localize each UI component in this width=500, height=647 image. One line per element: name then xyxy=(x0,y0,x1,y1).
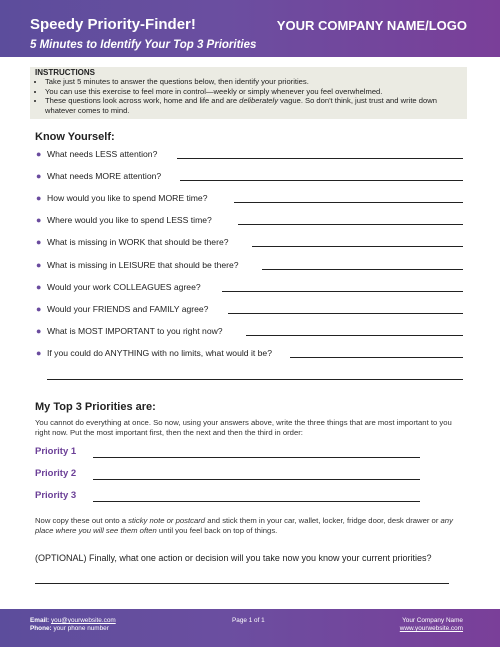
footer-contact xyxy=(30,617,116,633)
copy-instructions xyxy=(35,516,467,536)
answer-line[interactable] xyxy=(177,158,463,159)
answer-line[interactable] xyxy=(290,357,463,358)
answer-line[interactable] xyxy=(252,246,463,247)
page-number: Page 1 of 1 xyxy=(232,617,265,624)
instruction-text: These questions look across work, home and life and are xyxy=(45,96,240,106)
instruction-item xyxy=(45,96,462,115)
copy-emphasis: any place where you will see them often xyxy=(35,516,453,535)
question-text: What is missing in LEISURE that should be there? xyxy=(47,260,239,270)
copy-emphasis: sticky note or postcard xyxy=(128,516,206,525)
phone-label: Phone: xyxy=(30,625,52,632)
bullet-icon: ● xyxy=(36,237,42,247)
question-text: How would you like to spend MORE time? xyxy=(47,193,208,203)
copy-text: until you feel back on top of things. xyxy=(156,526,278,535)
priorities-intro: You cannot do everything at once. So now, using your answers above, write the three things that are most important to you right now. Put the most important first, then the next and then the third in order: xyxy=(35,418,452,437)
answer-line-continuation[interactable] xyxy=(47,379,463,380)
copy-text: and stick them in your car, wallet, locker, fridge door, desk drawer or xyxy=(205,516,441,525)
footer-banner xyxy=(0,609,500,647)
answer-line[interactable] xyxy=(262,269,463,270)
email-label: Email: xyxy=(30,617,50,624)
answer-line[interactable] xyxy=(234,202,463,203)
document-title: Speedy Priority-Finder! xyxy=(30,16,196,33)
priority-label: Priority 1 xyxy=(35,446,77,457)
question-text: Where would you like to spend LESS time? xyxy=(47,215,212,225)
document-subtitle: 5 Minutes to Identify Your Top 3 Priorities xyxy=(30,39,257,51)
question-text: What needs MORE attention? xyxy=(47,171,162,181)
answer-line[interactable] xyxy=(222,291,463,292)
question-text: Would your FRIENDS and FAMILY agree? xyxy=(47,304,209,314)
header-banner xyxy=(0,0,500,57)
priority-answer-line[interactable] xyxy=(93,479,420,480)
question-text: What needs LESS attention? xyxy=(47,149,158,159)
instruction-emphasis: deliberately xyxy=(239,96,279,106)
bullet-icon: ● xyxy=(36,215,42,225)
company-name: Your Company Name xyxy=(402,617,463,624)
email-link[interactable]: you@yourwebsite.com xyxy=(50,617,116,624)
know-yourself-heading: Know Yourself: xyxy=(35,131,115,143)
optional-question: (OPTIONAL) Finally, what one action or decision will you take now you know your current priorities? xyxy=(35,553,432,563)
instructions-list xyxy=(35,77,462,115)
priorities-heading: My Top 3 Priorities are: xyxy=(35,401,156,413)
question-text: Would your work COLLEAGUES agree? xyxy=(47,282,201,292)
instruction-item: • Take just 5 minutes to answer the questions below, then identify your priorities. xyxy=(45,77,462,86)
bullet-icon: ● xyxy=(36,193,42,203)
bullet-icon: ● xyxy=(36,260,42,270)
priority-label: Priority 2 xyxy=(35,468,77,479)
bullet-icon: ● xyxy=(36,348,42,358)
priority-label: Priority 3 xyxy=(35,490,77,501)
phone-value: your phone number xyxy=(53,625,109,632)
bullet-icon: ● xyxy=(36,149,42,159)
question-text: What is missing in WORK that should be there? xyxy=(47,237,229,247)
instructions-box xyxy=(30,67,467,119)
priority-answer-line[interactable] xyxy=(93,501,420,502)
answer-line[interactable] xyxy=(246,335,463,336)
copy-text: Now copy these out onto a xyxy=(35,516,129,525)
instruction-text: vague. So don't think, just trust and write down whatever comes to mind. xyxy=(45,96,437,115)
footer-company xyxy=(400,617,463,633)
question-text: If you could do ANYTHING with no limits, what would it be? xyxy=(47,348,272,358)
instructions-heading: INSTRUCTIONS xyxy=(35,68,95,77)
answer-line[interactable] xyxy=(180,180,463,181)
instruction-item: • You can use this exercise to feel more in control—weekly or simply whenever you feel overwhelmed. xyxy=(45,87,462,96)
answer-line[interactable] xyxy=(228,313,463,314)
bullet-icon: ● xyxy=(36,282,42,292)
bullet-icon: ● xyxy=(36,171,42,181)
answer-line[interactable] xyxy=(238,224,463,225)
company-logo: YOUR COMPANY NAME/LOGO xyxy=(276,18,467,33)
bullet-icon: ● xyxy=(36,326,42,336)
priority-answer-line[interactable] xyxy=(93,457,420,458)
bullet-icon: ● xyxy=(36,304,42,314)
question-text: What is MOST IMPORTANT to you right now? xyxy=(47,326,223,336)
optional-answer-line[interactable] xyxy=(35,583,449,584)
website-link[interactable]: www.yourwebsite.com xyxy=(399,625,463,632)
